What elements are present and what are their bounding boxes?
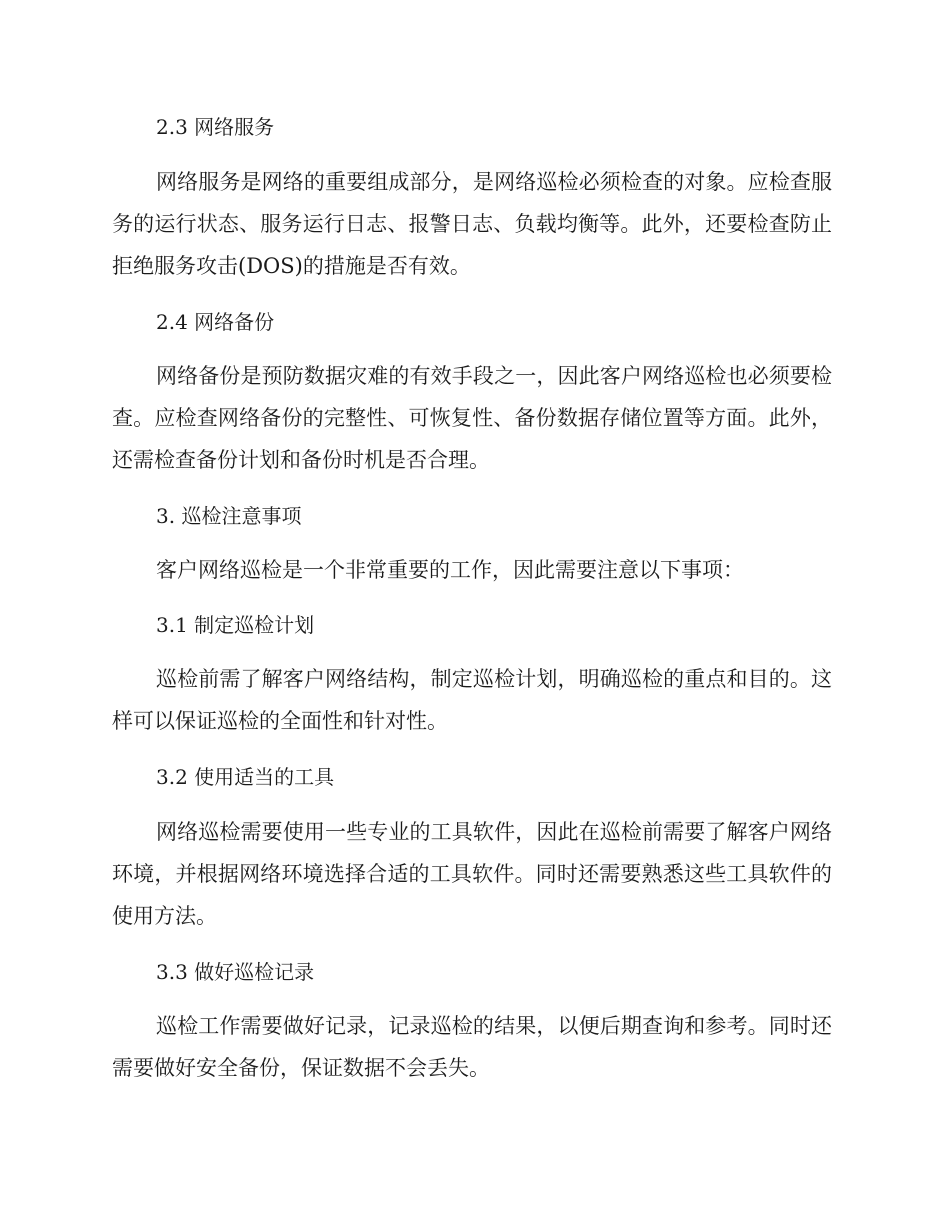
paragraph-2-4: 网络备份是预防数据灾难的有效手段之一，因此客户网络巡检也必须要检查。应检查网络备份的完整性、可恢复性、备份数据存储位置等方面。此外，还需检查备份计划和备份时机是否合理。 [112, 364, 832, 472]
heading-3-2: 3.2 使用适当的工具 [156, 765, 335, 789]
paragraph-3-2: 网络巡检需要使用一些专业的工具软件，因此在巡检前需要了解客户网络环境，并根据网络环境选择合适的工具软件。同时还需要熟悉这些工具软件的使用方法。 [112, 820, 832, 928]
heading-2-3: 2.3 网络服务 [156, 115, 275, 139]
heading-3: 3. 巡检注意事项 [156, 504, 302, 528]
heading-3-3: 3.3 做好巡检记录 [156, 960, 315, 984]
heading-3-1: 3.1 制定巡检计划 [156, 613, 315, 637]
heading-2-4: 2.4 网络备份 [156, 310, 275, 334]
paragraph-3-1: 巡检前需了解客户网络结构，制定巡检计划，明确巡检的重点和目的。这样可以保证巡检的全面性和针对性。 [112, 667, 832, 733]
paragraph-2-3: 网络服务是网络的重要组成部分，是网络巡检必须检查的对象。应检查服务的运行状态、服务运行日志、报警日志、负载均衡等。此外，还要检查防止拒绝服务攻击(DOS)的措施是否有效。 [112, 170, 832, 278]
paragraph-3-3: 巡检工作需要做好记录，记录巡检的结果，以便后期查询和参考。同时还需要做好安全备份，保证数据不会丢失。 [112, 1014, 832, 1080]
paragraph-3: 客户网络巡检是一个非常重要的工作，因此需要注意以下事项： [156, 558, 744, 582]
